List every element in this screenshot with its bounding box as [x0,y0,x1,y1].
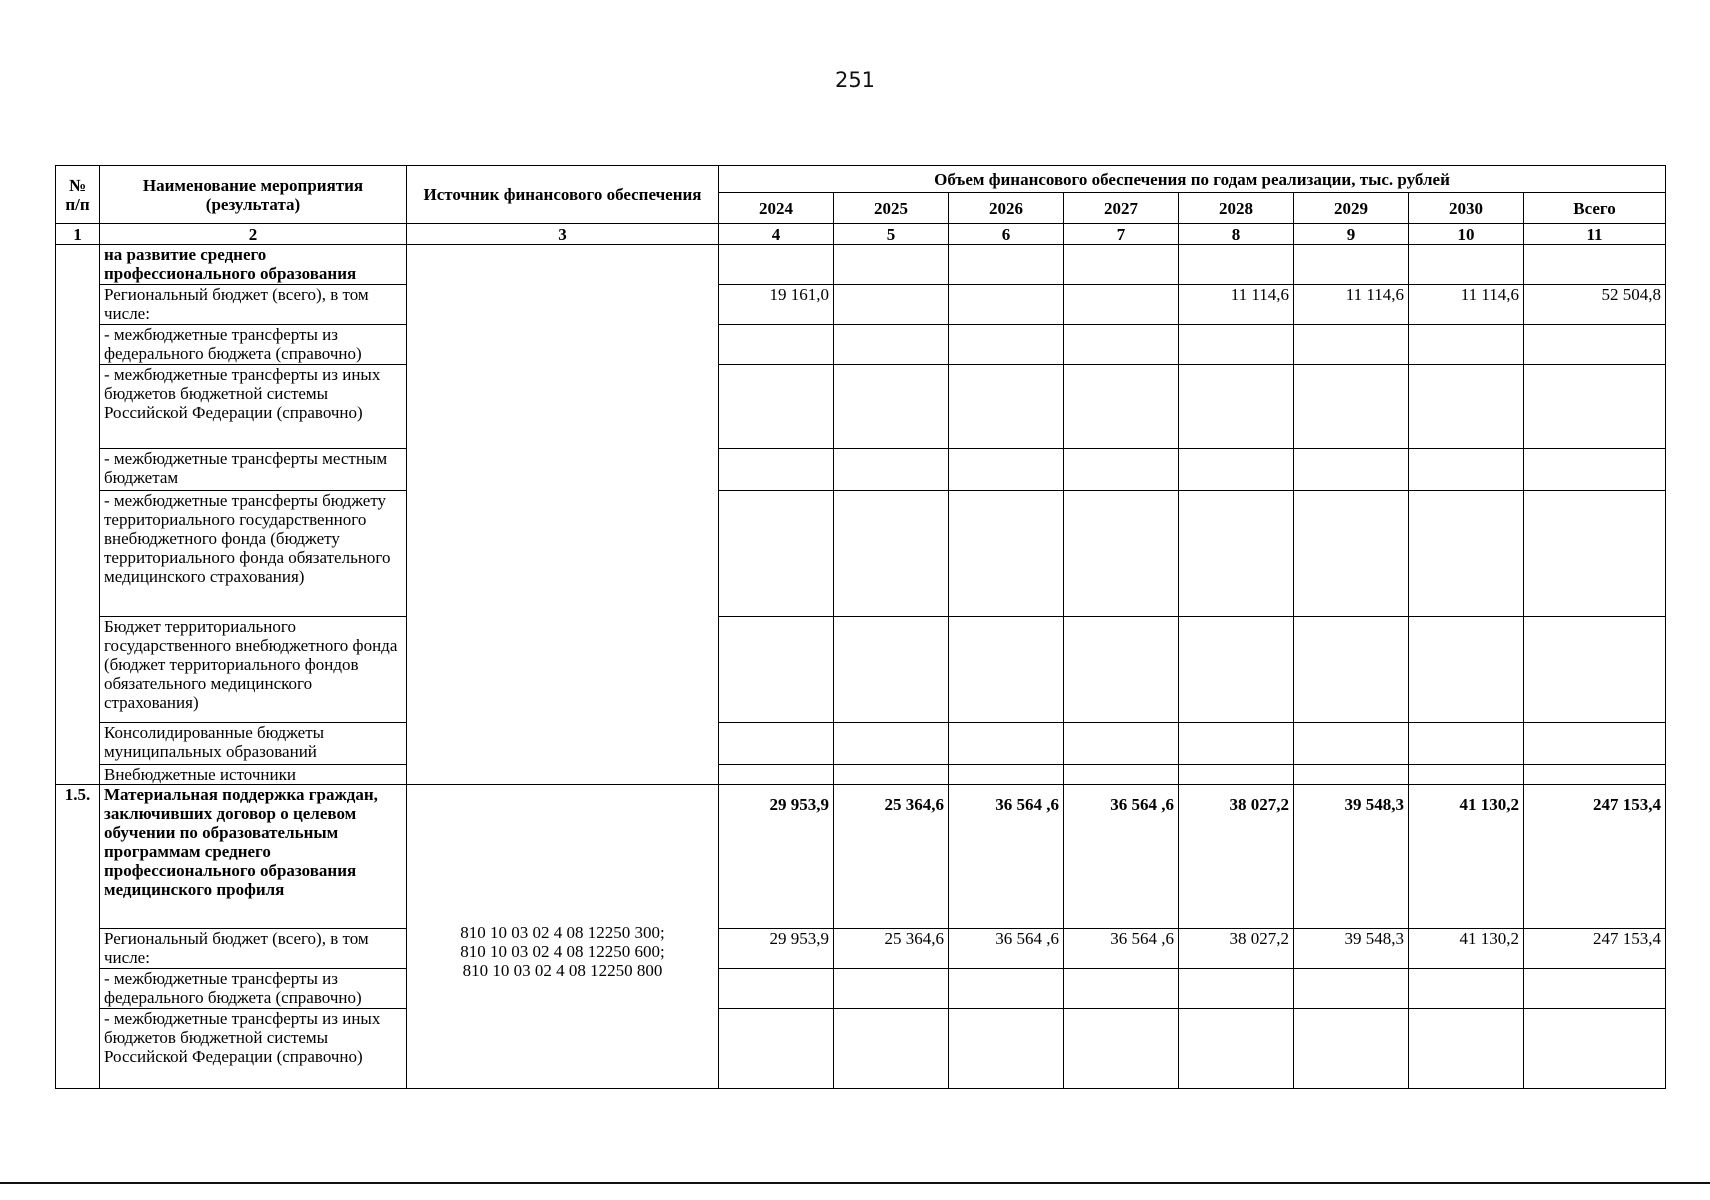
value-cell [1294,723,1409,765]
value-cell [1409,617,1524,723]
value-cell: 39 548,3 [1294,785,1409,929]
value-cell [1064,245,1179,285]
value-cell: 29 953,9 [719,785,834,929]
value-cell [1524,325,1666,365]
table-row [56,765,1666,785]
value-cell [719,765,834,785]
value-cell [834,365,949,449]
value-cell: 11 114,6 [1409,285,1524,325]
table-row [56,929,1666,969]
header-year: 2028 [1179,193,1294,224]
value-cell [1294,449,1409,491]
row-name: Внебюджетные источники [100,765,407,785]
value-cell [1409,245,1524,285]
value-cell: 36 564 ,6 [1064,929,1179,969]
value-cell [1409,449,1524,491]
value-cell [949,491,1064,617]
value-cell: 36 564 ,6 [949,785,1064,929]
column-number: 9 [1294,224,1409,245]
header-source: Источник финансового обеспечения [407,166,719,224]
value-cell [1064,723,1179,765]
column-number: 7 [1064,224,1179,245]
header-year: 2029 [1294,193,1409,224]
page-number: 251 [834,68,876,92]
value-cell: 247 153,4 [1524,785,1666,929]
value-cell [719,617,834,723]
value-cell: 29 953,9 [719,929,834,969]
value-cell [1409,765,1524,785]
value-cell [1179,325,1294,365]
value-cell [1409,491,1524,617]
value-cell [719,365,834,449]
table-row [56,491,1666,617]
value-cell [719,449,834,491]
value-cell [1294,1009,1409,1089]
value-cell [1294,491,1409,617]
value-cell [834,325,949,365]
column-number: 4 [719,224,834,245]
value-cell [1064,285,1179,325]
source-code: 810 10 03 02 4 08 12250 600; [460,942,665,961]
column-number: 6 [949,224,1064,245]
table-row [56,285,1666,325]
value-cell [1064,365,1179,449]
value-cell [949,765,1064,785]
value-cell [949,617,1064,723]
row-name: Региональный бюджет (всего), в том числе: [100,285,407,325]
header-name: Наименование мероприятия (результата) [100,166,407,224]
header-year: 2026 [949,193,1064,224]
row-name: - межбюджетные трансферты из иных бюджетов бюджетной системы Российской Федерации (справочно) [100,365,407,449]
table-row [56,617,1666,723]
value-cell [1524,617,1666,723]
column-number: 3 [407,224,719,245]
value-cell [1524,365,1666,449]
value-cell [1524,449,1666,491]
column-number: 8 [1179,224,1294,245]
value-cell [719,1009,834,1089]
header-year: 2027 [1064,193,1179,224]
table-row [56,723,1666,765]
header-year: 2025 [834,193,949,224]
value-cell [1294,617,1409,723]
column-number: 10 [1409,224,1524,245]
value-cell [1064,765,1179,785]
row-name: на развитие среднего профессионального образования [100,245,407,285]
value-cell [1064,969,1179,1009]
value-cell [949,325,1064,365]
source-cell [407,245,719,785]
value-cell [1524,1009,1666,1089]
table-row [56,325,1666,365]
header-year: 2024 [719,193,834,224]
value-cell [719,245,834,285]
value-cell [834,285,949,325]
value-cell [719,325,834,365]
value-cell [1179,365,1294,449]
value-cell [1524,723,1666,765]
table-row [56,365,1666,449]
value-cell: 36 564 ,6 [949,929,1064,969]
value-cell [1179,723,1294,765]
value-cell: 41 130,2 [1409,785,1524,929]
header-total: Всего [1524,193,1666,224]
value-cell [834,969,949,1009]
row-name: - межбюджетные трансферты местным бюджетам [100,449,407,491]
value-cell [1409,365,1524,449]
value-cell: 247 153,4 [1524,929,1666,969]
value-cell [1064,325,1179,365]
row-name: Консолидированные бюджеты муниципальных образований [100,723,407,765]
value-cell [1524,765,1666,785]
table-row [56,1009,1666,1089]
value-cell [1179,765,1294,785]
value-cell [719,723,834,765]
value-cell [1294,325,1409,365]
value-cell [1179,245,1294,285]
value-cell [1409,325,1524,365]
value-cell [949,1009,1064,1089]
row-name: Бюджет территориального государственного внебюджетного фонда (бюджет территориального фондов обязательного медицинского страхования) [100,617,407,723]
value-cell [834,617,949,723]
value-cell [1179,969,1294,1009]
value-cell [1409,1009,1524,1089]
value-cell: 38 027,2 [1179,929,1294,969]
value-cell: 36 564 ,6 [1064,785,1179,929]
value-cell [1524,245,1666,285]
value-cell [1179,617,1294,723]
value-cell: 25 364,6 [834,785,949,929]
column-number: 2 [100,224,407,245]
column-number: 1 [56,224,100,245]
table-row [56,969,1666,1009]
value-cell [1064,1009,1179,1089]
value-cell [834,1009,949,1089]
value-cell: 25 364,6 [834,929,949,969]
value-cell [834,491,949,617]
value-cell: 38 027,2 [1179,785,1294,929]
value-cell [834,723,949,765]
row-name: - межбюджетные трансферты из иных бюджетов бюджетной системы Российской Федерации (справочно) [100,1009,407,1089]
header-year: 2030 [1409,193,1524,224]
source-code: 810 10 03 02 4 08 12250 800 [462,961,663,980]
value-cell: 11 114,6 [1294,285,1409,325]
value-cell: 11 114,6 [1179,285,1294,325]
row-name: - межбюджетные трансферты бюджету территориального государственного внебюджетного фонда (бюджету территориального фонда обязательного медицинского страхования) [100,491,407,617]
source-code: 810 10 03 02 4 08 12250 300; [460,923,665,942]
value-cell [1294,765,1409,785]
column-numbers-row [56,224,1666,245]
header-num: № п/п [56,166,100,224]
value-cell [1294,969,1409,1009]
value-cell: 41 130,2 [1409,929,1524,969]
value-cell [834,449,949,491]
value-cell [1179,1009,1294,1089]
budget-table [55,165,1666,1089]
value-cell [1294,365,1409,449]
value-cell [1524,491,1666,617]
value-cell [1409,969,1524,1009]
value-cell [949,449,1064,491]
table-row [56,785,1666,929]
value-cell [949,969,1064,1009]
bottom-rule [0,1182,1710,1184]
value-cell: 39 548,3 [1294,929,1409,969]
table-row [56,449,1666,491]
value-cell [719,969,834,1009]
column-number: 11 [1524,224,1666,245]
value-cell [1064,617,1179,723]
value-cell [1064,449,1179,491]
value-cell: 52 504,8 [1524,285,1666,325]
value-cell [949,285,1064,325]
source-cell [407,785,719,1089]
row-name: - межбюджетные трансферты из федерального бюджета (справочно) [100,325,407,365]
value-cell [949,245,1064,285]
value-cell [719,491,834,617]
value-cell [1064,491,1179,617]
value-cell [834,765,949,785]
table-row [56,245,1666,285]
column-number: 5 [834,224,949,245]
row-name: Материальная поддержка граждан, заключивших договор о целевом обучении по образовательным программам среднего профессионального образования медицинского профиля [100,785,407,929]
value-cell [949,365,1064,449]
value-cell [1179,491,1294,617]
value-cell [1179,449,1294,491]
value-cell [1409,723,1524,765]
value-cell [834,245,949,285]
row-name: Региональный бюджет (всего), в том числе: [100,929,407,969]
header-volume: Объем финансового обеспечения по годам реализации, тыс. рублей [719,166,1666,193]
value-cell [949,723,1064,765]
row-number: 1.5. [56,785,100,1089]
value-cell: 19 161,0 [719,285,834,325]
row-name: - межбюджетные трансферты из федерального бюджета (справочно) [100,969,407,1009]
value-cell [1524,969,1666,1009]
value-cell [1294,245,1409,285]
row-number-cell [56,245,100,785]
